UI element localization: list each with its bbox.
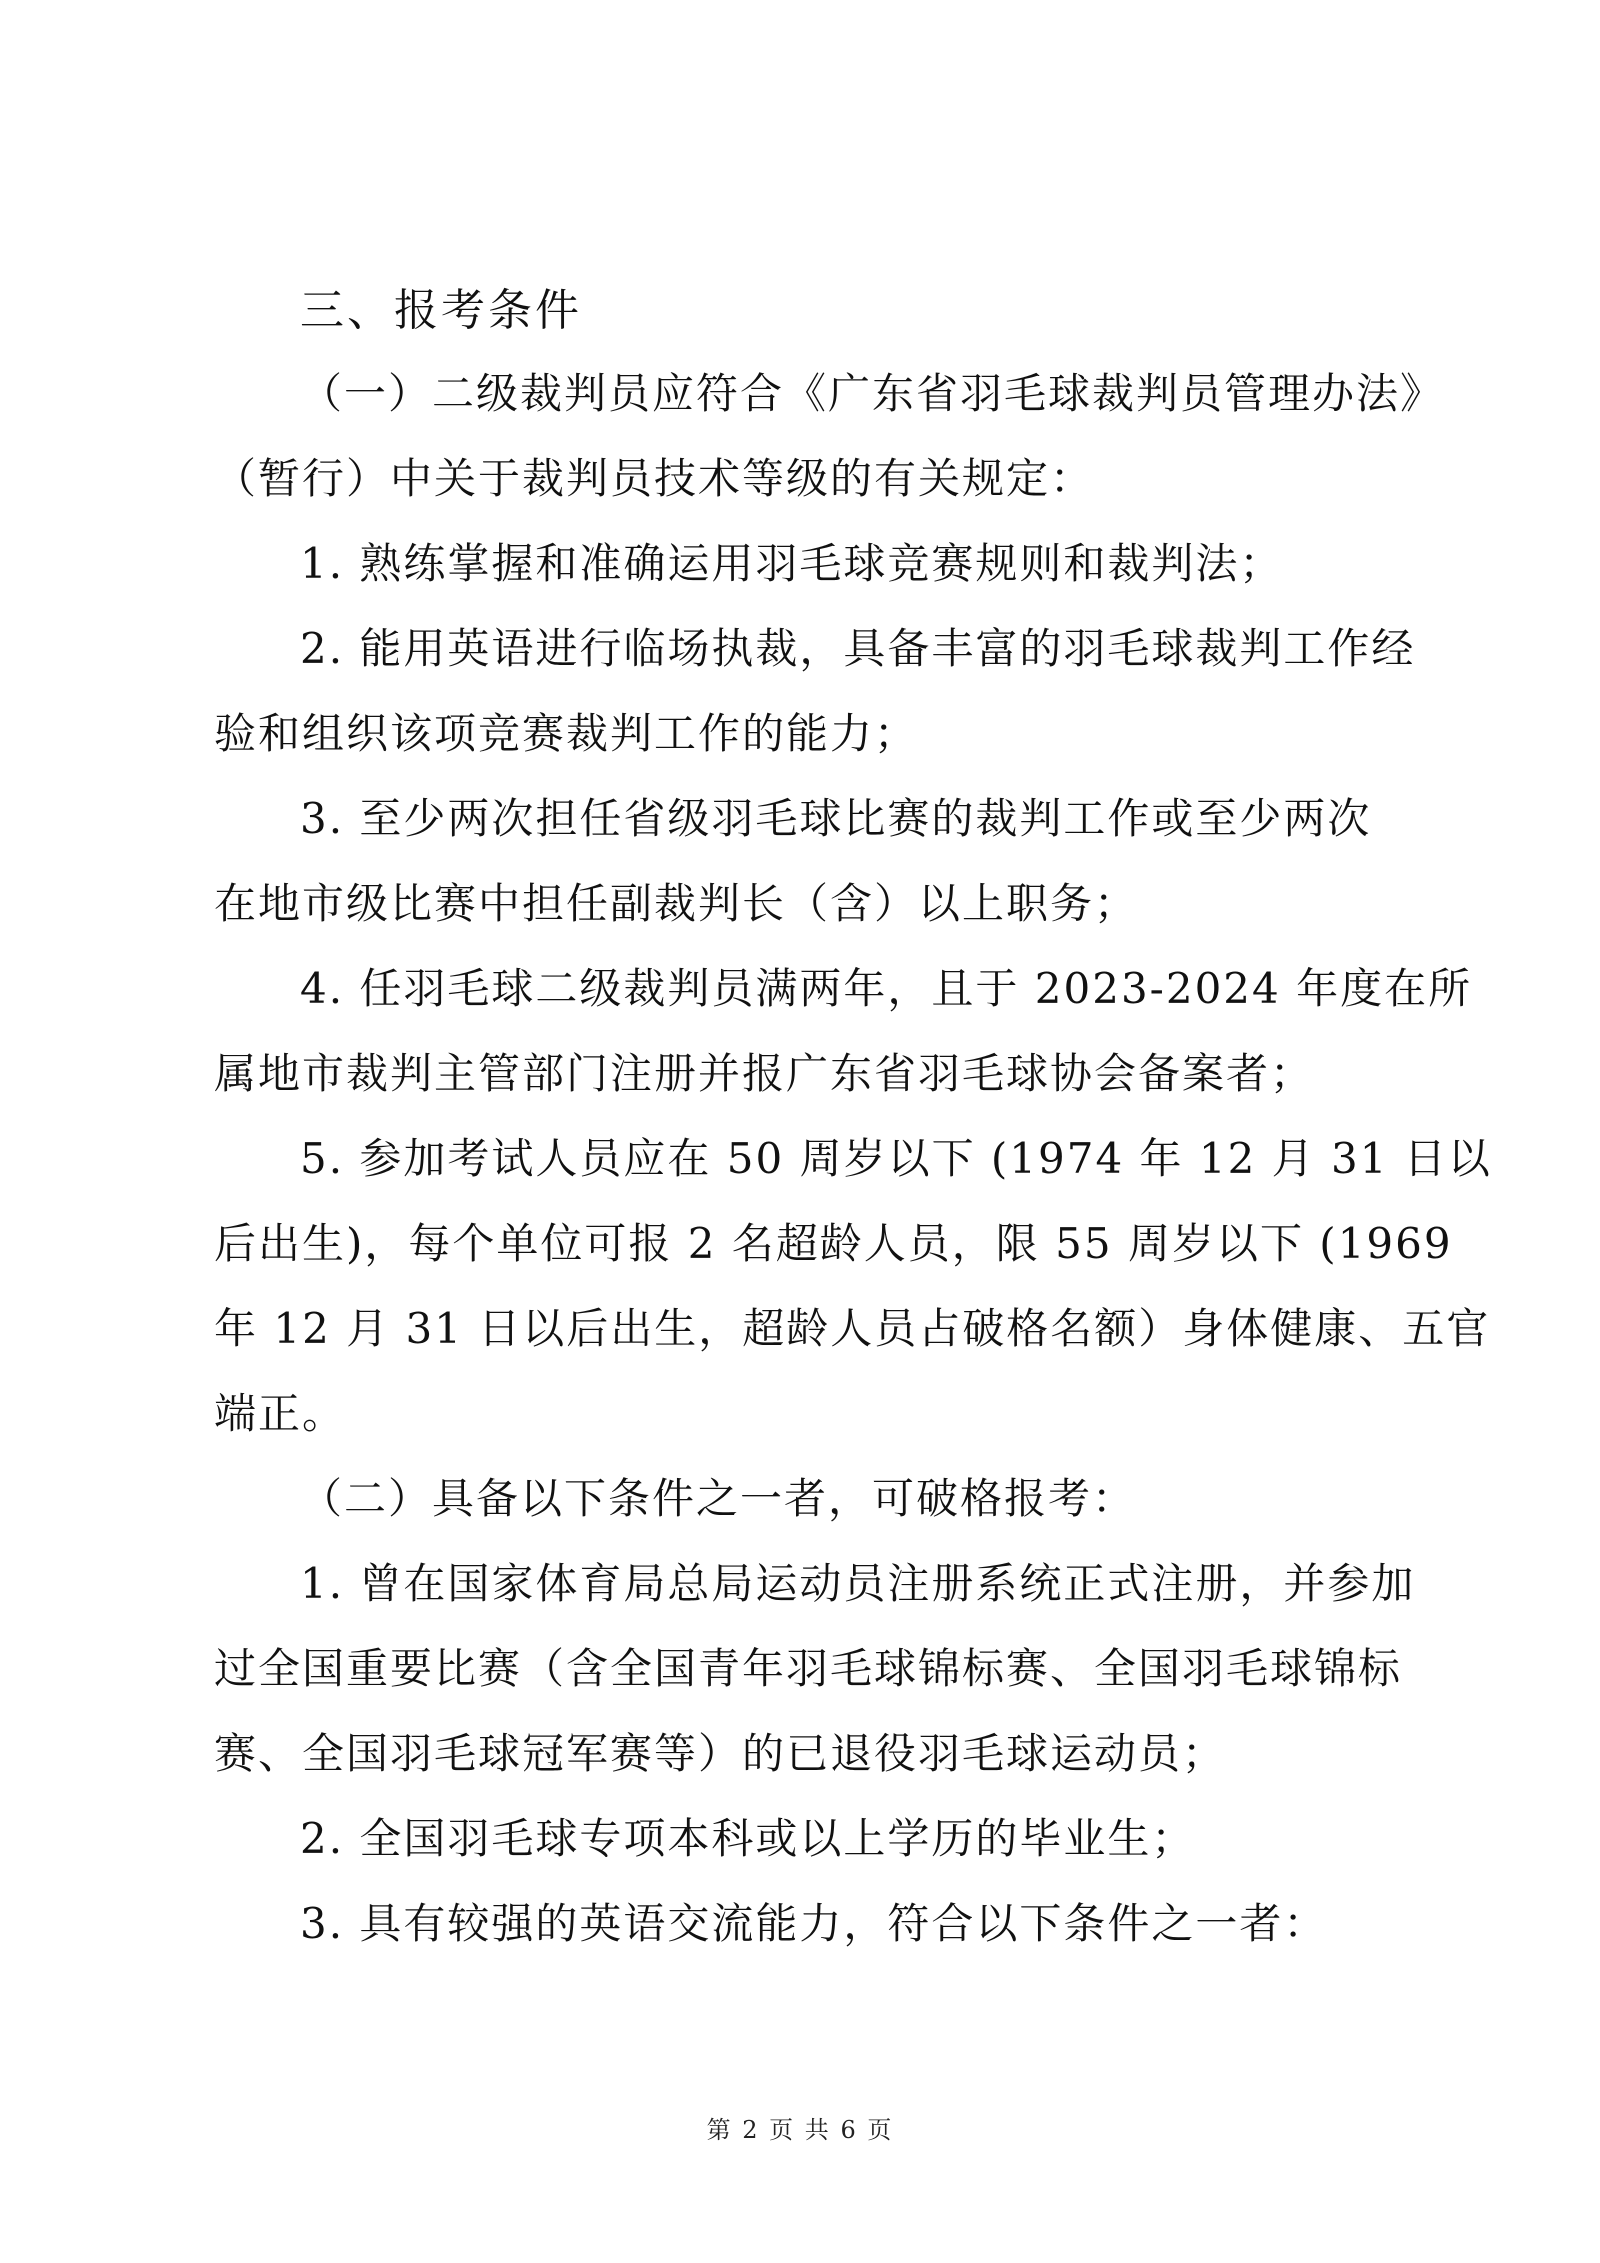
text-line: 2. 能用英语进行临场执裁，具备丰富的羽毛球裁判工作经 (300, 624, 1416, 673)
text-line: 4. 任羽毛球二级裁判员满两年，且于 2023-2024 年度在所 (300, 964, 1473, 1013)
text-line: 3. 具有较强的英语交流能力，符合以下条件之一者： (300, 1899, 1328, 1948)
text-line: 2. 全国羽毛球专项本科或以上学历的毕业生； (300, 1814, 1196, 1863)
text-line: 1. 熟练掌握和准确运用羽毛球竞赛规则和裁判法； (300, 539, 1284, 588)
text-line: （一）二级裁判员应符合《广东省羽毛球裁判员管理办法》 (300, 369, 1445, 418)
text-line: 3. 至少两次担任省级羽毛球比赛的裁判工作或至少两次 (300, 794, 1372, 843)
text-line: （二）具备以下条件之一者，可破格报考： (300, 1474, 1137, 1523)
text-line: 1. 曾在国家体育局总局运动员注册系统正式注册，并参加 (300, 1559, 1416, 1608)
text-line: 5. 参加考试人员应在 50 周岁以下 (1974 年 12 月 31 日以 (300, 1134, 1492, 1183)
section-heading: 三、报考条件 (300, 285, 582, 336)
page-number-footer: 第 2 页 共 6 页 (706, 2116, 894, 2144)
text-line: 验和组织该项竞赛裁判工作的能力； (214, 709, 919, 758)
text-line: 年 12 月 31 日以后出生，超龄人员占破格名额）身体健康、五官 (214, 1304, 1491, 1353)
text-line: （暂行）中关于裁判员技术等级的有关规定： (214, 454, 1095, 503)
text-line: 赛、全国羽毛球冠军赛等）的已退役羽毛球运动员； (214, 1729, 1227, 1778)
text-line: 属地市裁判主管部门注册并报广东省羽毛球协会备案者； (214, 1049, 1315, 1098)
text-line: 在地市级比赛中担任副裁判长（含）以上职务； (214, 879, 1139, 928)
text-line: 后出生)，每个单位可报 2 名超龄人员，限 55 周岁以下 (1969 (214, 1219, 1453, 1268)
text-line: 端正。 (214, 1389, 347, 1438)
text-line: 过全国重要比赛（含全国青年羽毛球锦标赛、全国羽毛球锦标 (214, 1644, 1403, 1693)
